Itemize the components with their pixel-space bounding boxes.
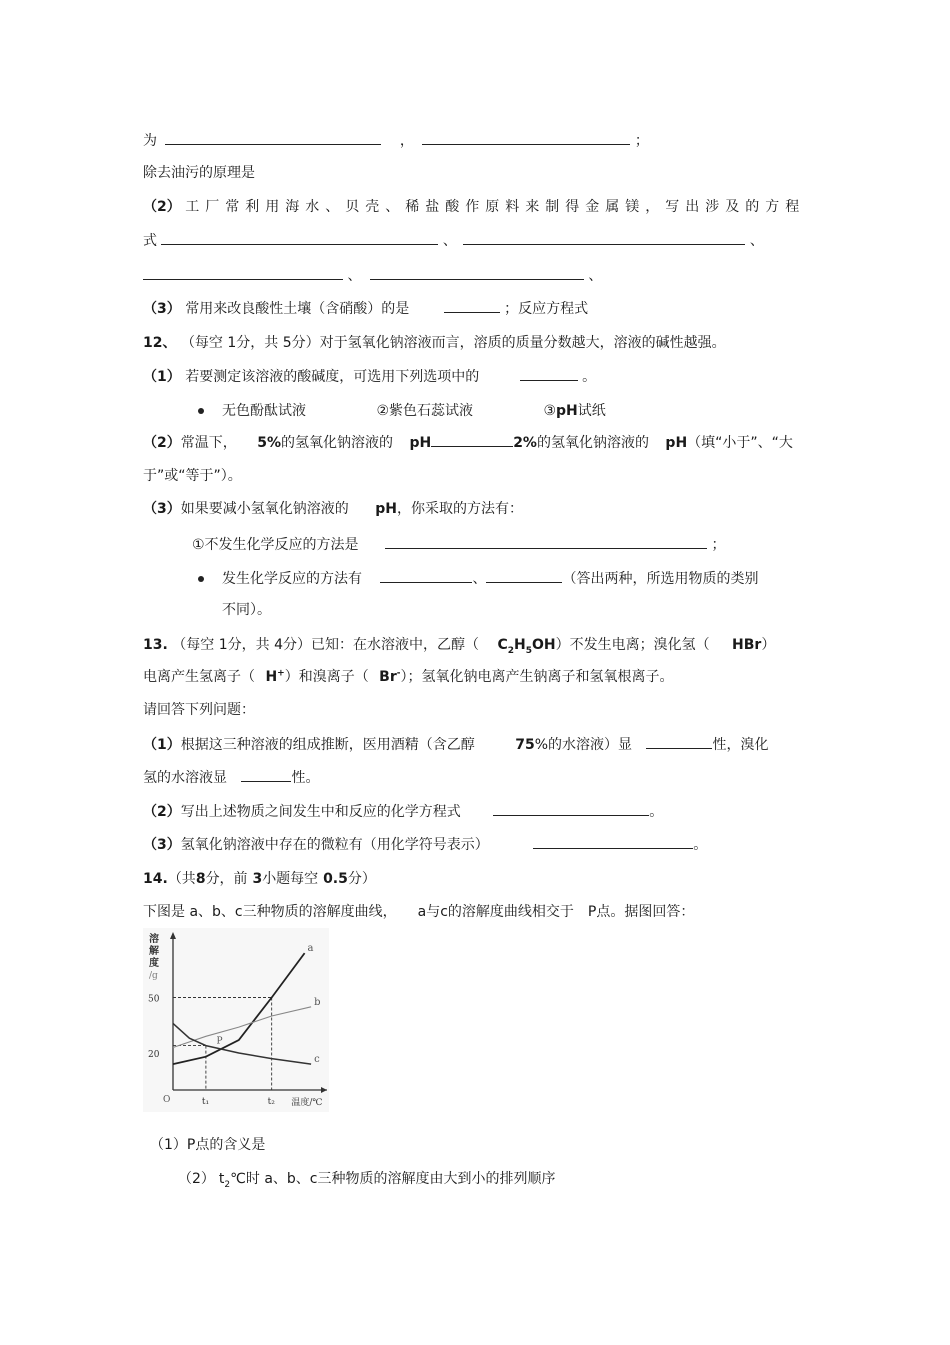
chart-background bbox=[143, 928, 329, 1112]
item-number: （1） bbox=[143, 737, 181, 753]
question-14-intro: 下图是 a、b、c三种物质的溶解度曲线， a与c的溶解度曲线相交于 P点。据图回答： bbox=[143, 904, 695, 920]
answer-blank[interactable] bbox=[431, 432, 513, 447]
question-12-part-2-cont: 于”或“等于”）。 bbox=[143, 468, 242, 484]
text: 工厂常利用海水、贝壳、稀盐酸作原料来制得金属镁，写出涉及的方程 bbox=[185, 199, 806, 215]
text: 分，前 bbox=[205, 871, 248, 887]
text: pH bbox=[409, 435, 432, 451]
answer-blank[interactable] bbox=[444, 298, 500, 313]
text: ）；氢氧化钠电离产生钠离子和氢氧根离子。 bbox=[400, 669, 674, 685]
answer-blank[interactable] bbox=[422, 130, 630, 145]
question-13-header bbox=[143, 635, 775, 655]
text: 、 bbox=[588, 268, 603, 284]
question-14-header bbox=[143, 869, 376, 889]
x-tick-label: t₁ bbox=[201, 1097, 210, 1107]
text: 氢氧化钠溶液中存在的微粒有（用化学符号表示） bbox=[180, 837, 489, 853]
option-2[interactable]: ②紫色石蕊试液 bbox=[376, 403, 474, 419]
answer-blank[interactable] bbox=[533, 834, 693, 849]
question-number: 13. bbox=[143, 637, 168, 653]
y-axis-label-char: 溶 bbox=[149, 934, 159, 945]
bullet-icon bbox=[198, 576, 204, 582]
answer-blank[interactable] bbox=[380, 568, 472, 583]
text: P点的含义是 bbox=[186, 1137, 266, 1153]
y-axis-label-char: 解 bbox=[149, 946, 159, 957]
option-1[interactable]: 无色酚酞试液 bbox=[222, 403, 306, 419]
question-12-options bbox=[198, 401, 606, 421]
option-3[interactable] bbox=[543, 403, 605, 419]
y-axis-unit: /g bbox=[149, 971, 158, 981]
curve-label-c: c bbox=[314, 1054, 320, 1066]
item-number: （2） bbox=[143, 804, 181, 820]
text: 、 bbox=[749, 233, 764, 249]
text: 氢的水溶液显 bbox=[143, 770, 227, 786]
y-axis-label-char: 度 bbox=[149, 958, 159, 969]
text: ， bbox=[399, 133, 414, 149]
text: 。 bbox=[582, 369, 597, 385]
text: 常用来改良酸性土壤（含硝酸）的是 bbox=[185, 301, 410, 317]
curve-label-a: a bbox=[307, 943, 314, 955]
superscript: - bbox=[396, 668, 401, 679]
question-14-part-1 bbox=[150, 1135, 265, 1155]
text: （共 bbox=[167, 871, 196, 887]
subscript: 5 bbox=[525, 645, 532, 656]
text: 的氢氧化钠溶液的 bbox=[280, 435, 393, 451]
item-number: （3） bbox=[143, 837, 181, 853]
solubility-chart bbox=[143, 928, 329, 1112]
item-number: （2） bbox=[178, 1171, 215, 1187]
question-12-header bbox=[143, 333, 726, 353]
item-number: （2） bbox=[143, 199, 181, 215]
text: 的氢氧化钠溶液的 bbox=[536, 435, 649, 451]
question-13-line-3: 请回答下列问题： bbox=[143, 702, 255, 718]
item-number: （1） bbox=[143, 369, 181, 385]
subscript: 2 bbox=[224, 1179, 231, 1190]
text: 发生化学反应的方法有 bbox=[222, 571, 362, 587]
bullet-icon bbox=[198, 408, 204, 414]
question-13-line-2 bbox=[143, 667, 674, 687]
text: ℃时 a、b、c三种物质的溶解度由大到小的排列顺序 bbox=[230, 1171, 556, 1187]
question-12-part-3a bbox=[192, 534, 725, 555]
line-1 bbox=[143, 130, 649, 151]
subscript: 2 bbox=[507, 645, 514, 656]
text: ；反应方程式 bbox=[504, 301, 589, 317]
question-12-part-1 bbox=[143, 366, 596, 387]
text: （每空 1分，共 4分）已知：在水溶液中，乙醇（ bbox=[172, 637, 479, 653]
text: ①不发生化学反应的方法是 bbox=[192, 537, 359, 553]
item-number: （3） bbox=[143, 501, 181, 517]
formula bbox=[497, 637, 556, 656]
text: 根据这三种溶液的组成推断，医用酒精（含乙醇 bbox=[180, 737, 475, 753]
question-13-part-1 bbox=[143, 734, 768, 755]
origin-label: O bbox=[163, 1095, 171, 1105]
answer-blank[interactable] bbox=[493, 801, 649, 816]
text: 式 bbox=[143, 233, 157, 249]
text: 性。 bbox=[291, 770, 320, 786]
text: ）和溴离子（ bbox=[284, 669, 369, 685]
text: 5% bbox=[257, 435, 281, 451]
text: pH bbox=[556, 403, 578, 419]
text: 。 bbox=[649, 804, 664, 820]
answer-blank[interactable] bbox=[646, 734, 712, 749]
question-12-part-3c: 不同）。 bbox=[222, 602, 271, 618]
text: C bbox=[497, 637, 508, 653]
question-number: 14. bbox=[143, 871, 168, 887]
text: 、 bbox=[472, 571, 487, 587]
text: ； bbox=[711, 537, 726, 553]
formula: HBr bbox=[732, 637, 762, 653]
text: 3 bbox=[252, 871, 263, 887]
text: 如果要减小氢氧化钠溶液的 bbox=[180, 501, 349, 517]
answer-blank[interactable] bbox=[486, 568, 562, 583]
text: 、 bbox=[347, 268, 362, 284]
x-tick-label: t₂ bbox=[267, 1097, 275, 1107]
text: 分） bbox=[347, 871, 376, 887]
answer-blank[interactable] bbox=[161, 230, 438, 245]
answer-blank[interactable] bbox=[370, 265, 584, 280]
answer-blank[interactable] bbox=[520, 366, 578, 381]
text: （每空 1分，共 5分）对于氢氧化钠溶液而言，溶质的质量分数越大，溶液的碱性越强。 bbox=[180, 335, 726, 351]
y-tick-label: 20 bbox=[148, 1050, 160, 1060]
text: ； bbox=[634, 133, 649, 149]
text: 性，溴化 bbox=[712, 737, 769, 753]
line-4 bbox=[143, 230, 764, 251]
answer-blank[interactable] bbox=[385, 534, 707, 549]
text: Br bbox=[379, 669, 397, 685]
item-number: （3） bbox=[143, 301, 181, 317]
text: 小题每空 bbox=[262, 871, 319, 887]
question-13-part-2 bbox=[143, 801, 663, 822]
answer-blank[interactable] bbox=[165, 130, 381, 145]
text: H bbox=[265, 669, 278, 685]
text: pH bbox=[375, 501, 397, 517]
text: 若要测定该溶液的酸碱度，可选用下列选项中的 bbox=[185, 369, 480, 385]
question-13-part-1-cont bbox=[143, 767, 319, 788]
text: 0.5 bbox=[323, 871, 348, 887]
text: H bbox=[513, 637, 526, 653]
text: ） bbox=[761, 637, 776, 653]
superscript: + bbox=[277, 668, 285, 679]
text: %的水溶液）显 bbox=[534, 737, 632, 753]
text: 8 bbox=[195, 871, 206, 887]
formula bbox=[379, 669, 400, 685]
text: 常温下， bbox=[180, 435, 237, 451]
point-p-label: P bbox=[216, 1036, 223, 1047]
line-6 bbox=[143, 298, 588, 319]
item-number: （2） bbox=[143, 435, 181, 451]
text: 2% bbox=[513, 435, 537, 451]
curve-label-b: b bbox=[314, 996, 321, 1008]
text: 。 bbox=[693, 837, 708, 853]
line-5 bbox=[143, 265, 602, 286]
text: （填“小于”、“大 bbox=[687, 435, 793, 451]
question-12-part-2 bbox=[143, 432, 793, 453]
text: 为 bbox=[143, 133, 157, 149]
answer-blank[interactable] bbox=[143, 265, 343, 280]
text: ，你采取的方法有： bbox=[396, 501, 523, 517]
text: 、 bbox=[442, 233, 457, 249]
text: t bbox=[218, 1171, 225, 1187]
text: （答出两种，所选用物质的类别 bbox=[562, 571, 759, 587]
answer-blank[interactable] bbox=[241, 767, 291, 782]
text: 75 bbox=[515, 737, 535, 753]
question-number: 12、 bbox=[143, 335, 177, 351]
text: OH bbox=[531, 637, 556, 653]
line-3 bbox=[143, 197, 805, 217]
answer-blank[interactable] bbox=[463, 230, 745, 245]
question-13-part-3 bbox=[143, 834, 707, 855]
text: ）不发生电离；溴化氢（ bbox=[555, 637, 710, 653]
text: ③ bbox=[543, 403, 557, 419]
text: pH bbox=[665, 435, 688, 451]
x-axis-label: 温度/℃ bbox=[291, 1098, 323, 1108]
y-tick-label: 50 bbox=[148, 994, 160, 1005]
text: 电离产生氢离子（ bbox=[143, 669, 255, 685]
question-14-part-2 bbox=[178, 1169, 556, 1189]
question-12-part-3 bbox=[143, 499, 523, 519]
item-number: （1） bbox=[150, 1137, 187, 1153]
text: 写出上述物质之间发生中和反应的化学方程式 bbox=[180, 804, 461, 820]
formula bbox=[265, 669, 284, 685]
text: 试纸 bbox=[577, 403, 606, 419]
line-2: 除去油污的原理是 bbox=[143, 165, 255, 181]
question-12-part-3b bbox=[198, 568, 758, 589]
